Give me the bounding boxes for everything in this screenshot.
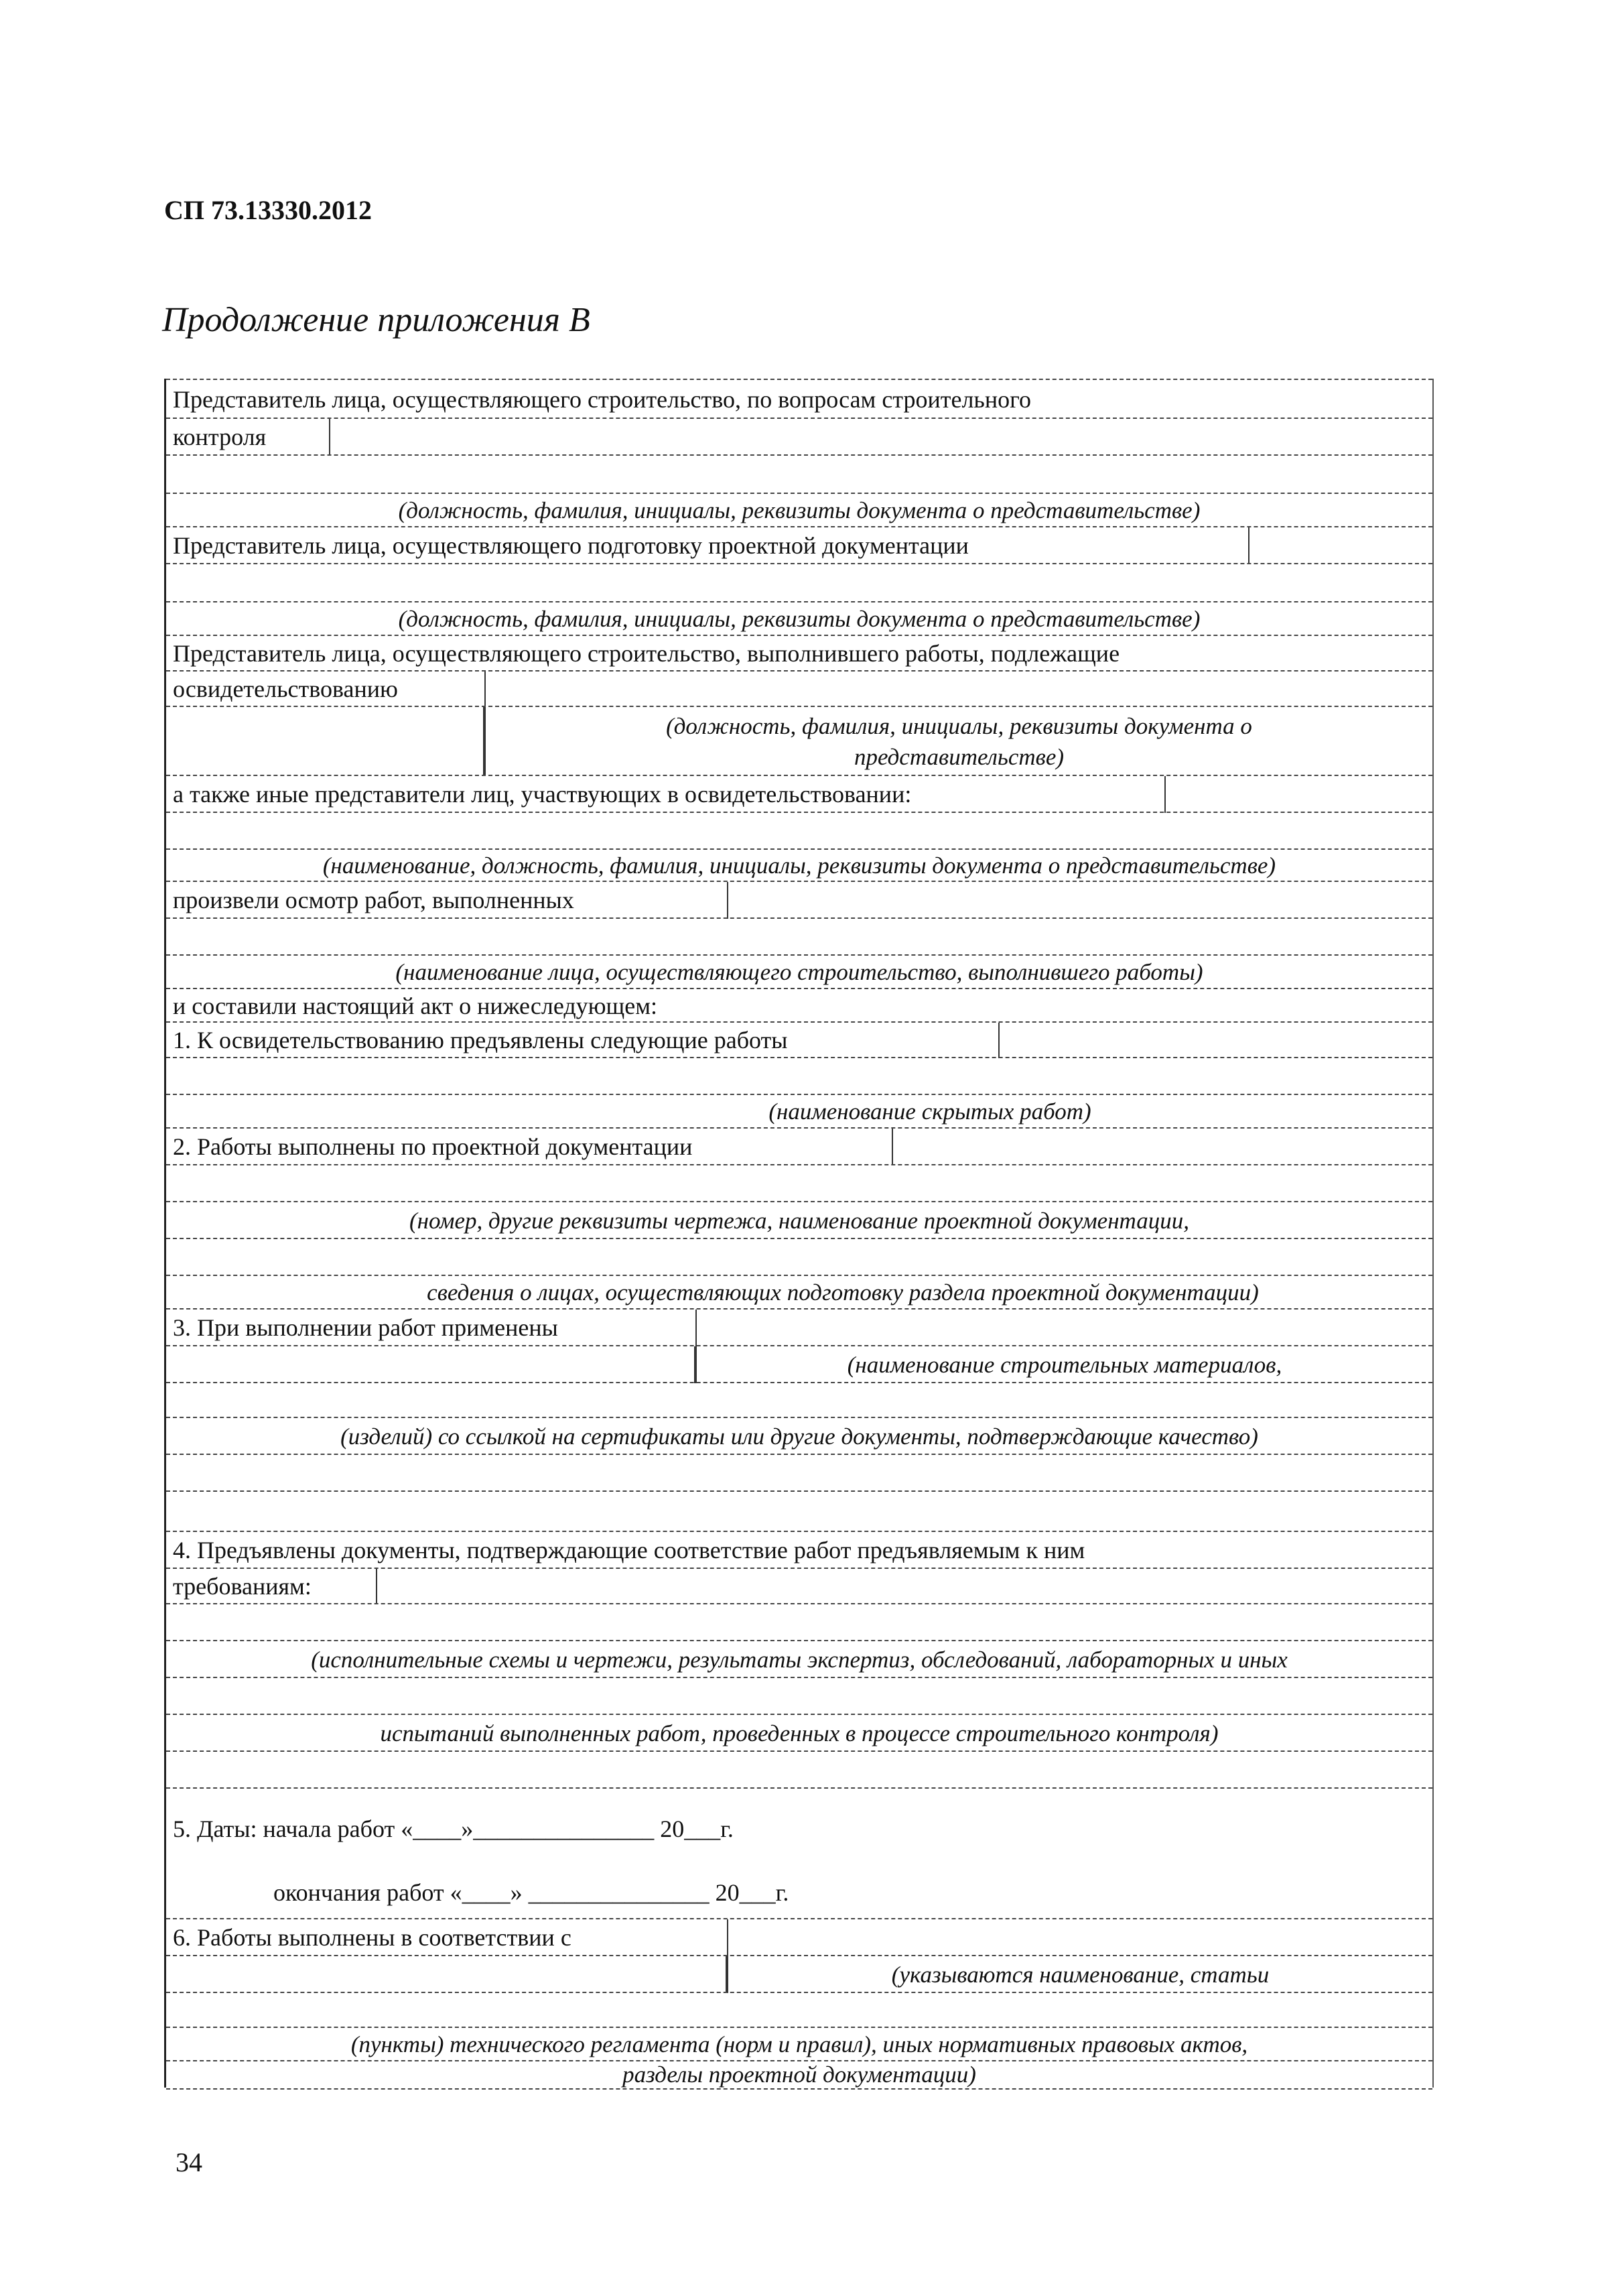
form-row xyxy=(166,706,1432,776)
section-4-label: 4. Предъявлены документы, подтверждающие соответствие работ предъявляемым к ним xyxy=(173,1537,1085,1564)
section-6-blank[interactable] xyxy=(166,1956,727,1993)
section-1-hint: (наименование скрытых работ) xyxy=(768,1098,1091,1125)
section-3-blank[interactable] xyxy=(166,1346,695,1383)
section-1-label: 1. К освидетельствованию предъявлены следующие работы xyxy=(173,1027,788,1054)
form-row xyxy=(166,2027,1432,2061)
other-reps-field[interactable] xyxy=(1164,776,1432,813)
section-6-hint-line1: (указываются наименование, статьи xyxy=(727,1956,1432,1993)
contractor-rep-label-cont: освидетельствованию xyxy=(173,676,398,703)
form-row xyxy=(166,881,1432,919)
form-row xyxy=(166,379,1432,419)
form-row xyxy=(166,1021,1432,1058)
section-4-hint-line1: (исполнительные схемы и чертежи, результаты экспертиз, обследований, лабораторных и иных xyxy=(311,1646,1288,1673)
form-row xyxy=(166,493,1432,527)
other-reps-label: а также иные представители лиц, участвующих в освидетельствовании: xyxy=(173,781,912,808)
inspected-works-label: произвели осмотр работ, выполненных xyxy=(173,887,574,914)
contractor-rep-field[interactable] xyxy=(484,672,1432,707)
blank-line-field[interactable] xyxy=(166,917,1432,956)
form-row xyxy=(166,1531,1432,1569)
form-row xyxy=(166,1127,1432,1165)
form-row xyxy=(166,1345,1432,1383)
contractor-rep-hint xyxy=(484,707,1432,776)
form-row xyxy=(166,1094,1432,1129)
construction-control-rep-field[interactable] xyxy=(329,419,1432,456)
blank-line-field[interactable] xyxy=(166,1238,1432,1276)
form-row xyxy=(166,1568,1432,1604)
form-row xyxy=(166,1640,1432,1678)
form-row xyxy=(166,1918,1432,1956)
form-row xyxy=(166,2060,1432,2090)
section-2-field[interactable] xyxy=(892,1129,1432,1165)
form-row xyxy=(166,1868,1432,1918)
form-row xyxy=(166,1417,1432,1455)
form-row xyxy=(166,526,1432,564)
form-row xyxy=(166,601,1432,636)
page-number: 34 xyxy=(176,2147,202,2177)
form-row xyxy=(166,1275,1432,1310)
section-2-label: 2. Работы выполнены по проектной документации xyxy=(173,1133,693,1161)
design-rep-label: Представитель лица, осуществляющего подготовку проектной документации xyxy=(173,532,969,560)
other-reps-hint: (наименование, должность, фамилия, инициалы, реквизиты документа о представительстве) xyxy=(322,852,1276,879)
section-6-hint-line2: (пункты) технического регламента (норм и правил), иных нормативных правовых актов, xyxy=(350,2031,1248,2058)
section-4-field[interactable] xyxy=(376,1569,1432,1604)
section-6-label: 6. Работы выполнены в соответствии с xyxy=(173,1924,571,1952)
form-row xyxy=(166,418,1432,456)
section-4-hint-line2: испытаний выполненных работ, проведенных в процессе строительного контроля) xyxy=(380,1720,1219,1746)
form-row xyxy=(166,954,1432,989)
start-date-line[interactable]: 5. Даты: начала работ «____»_______________ 20___г. xyxy=(173,1815,734,1842)
blank-line-field[interactable] xyxy=(166,1677,1432,1715)
section-4-label-cont: требованиям: xyxy=(173,1573,312,1600)
design-rep-field[interactable] xyxy=(1248,527,1432,564)
construction-control-rep-hint: (должность, фамилия, инициалы, реквизиты документа о представительстве) xyxy=(398,497,1201,524)
form-row xyxy=(166,848,1432,882)
section-6-hint-line3: разделы проектной документации) xyxy=(622,2061,976,2088)
contractor-rep-hint-line1: (должность, фамилия, инициалы, реквизиты документа о xyxy=(666,713,1252,739)
form-row xyxy=(166,1714,1432,1752)
form-row xyxy=(166,988,1432,1023)
inspected-works-field[interactable] xyxy=(727,882,1432,919)
blank-line-field[interactable] xyxy=(166,454,1432,494)
section-6-field[interactable] xyxy=(727,1919,1432,1956)
act-intro-text: и составили настоящий акт о нижеследующем: xyxy=(173,992,658,1019)
form-row xyxy=(166,775,1432,813)
end-date-line[interactable]: окончания работ «____» _______________ 20___г. xyxy=(273,1879,789,1907)
form-row xyxy=(166,1787,1432,1869)
form-row xyxy=(166,1201,1432,1239)
construction-control-rep-label-cont: контроля xyxy=(173,424,267,451)
section-3-field[interactable] xyxy=(695,1310,1432,1346)
blank-line-field[interactable] xyxy=(166,1164,1432,1202)
form-row xyxy=(166,1308,1432,1346)
blank-line-field[interactable] xyxy=(166,1750,1432,1789)
section-2-hint-line1: (номер, другие реквизиты чертежа, наименование проектной документации, xyxy=(409,1207,1190,1234)
blank-line-field[interactable] xyxy=(166,563,1432,602)
section-3-hint-line1: (наименование строительных материалов, xyxy=(695,1346,1432,1383)
act-form xyxy=(164,379,1434,2088)
section-3-hint-line2: (изделий) со ссылкой на сертификаты или другие документы, подтверждающие качество) xyxy=(340,1423,1258,1450)
section-1-field[interactable] xyxy=(998,1023,1432,1058)
construction-control-rep-label: Представитель лица, осуществляющего строительство, по вопросам строительного xyxy=(173,385,1031,413)
contractor-rep-label: Представитель лица, осуществляющего строительство, выполнившего работы, подлежащие xyxy=(173,640,1120,667)
section-title: Продолжение приложения В xyxy=(162,301,590,339)
blank-line-field[interactable] xyxy=(166,1992,1432,2028)
document-code: СП 73.13330.2012 xyxy=(164,195,372,225)
form-row xyxy=(166,1955,1432,1993)
section-3-label: 3. При выполнении работ применены xyxy=(173,1314,558,1342)
contractor-rep-hint-line2: представительстве) xyxy=(854,743,1065,770)
blank-line-field[interactable] xyxy=(166,1454,1432,1492)
blank-line-field[interactable] xyxy=(166,1057,1432,1095)
blank-line-field[interactable] xyxy=(166,1603,1432,1641)
section-2-hint-line2: сведения о лицах, осуществляющих подготовку раздела проектной документации) xyxy=(427,1279,1259,1306)
inspected-works-hint: (наименование лица, осуществляющего строительство, выполнившего работы) xyxy=(395,959,1203,986)
blank-line-field[interactable] xyxy=(166,812,1432,850)
blank-line-field[interactable] xyxy=(166,1490,1432,1532)
blank-line-field[interactable] xyxy=(166,1382,1432,1418)
contractor-rep-blank[interactable] xyxy=(166,707,484,776)
form-row xyxy=(166,635,1432,672)
form-row xyxy=(166,670,1432,707)
design-rep-hint: (должность, фамилия, инициалы, реквизиты документа о представительстве) xyxy=(398,606,1201,633)
